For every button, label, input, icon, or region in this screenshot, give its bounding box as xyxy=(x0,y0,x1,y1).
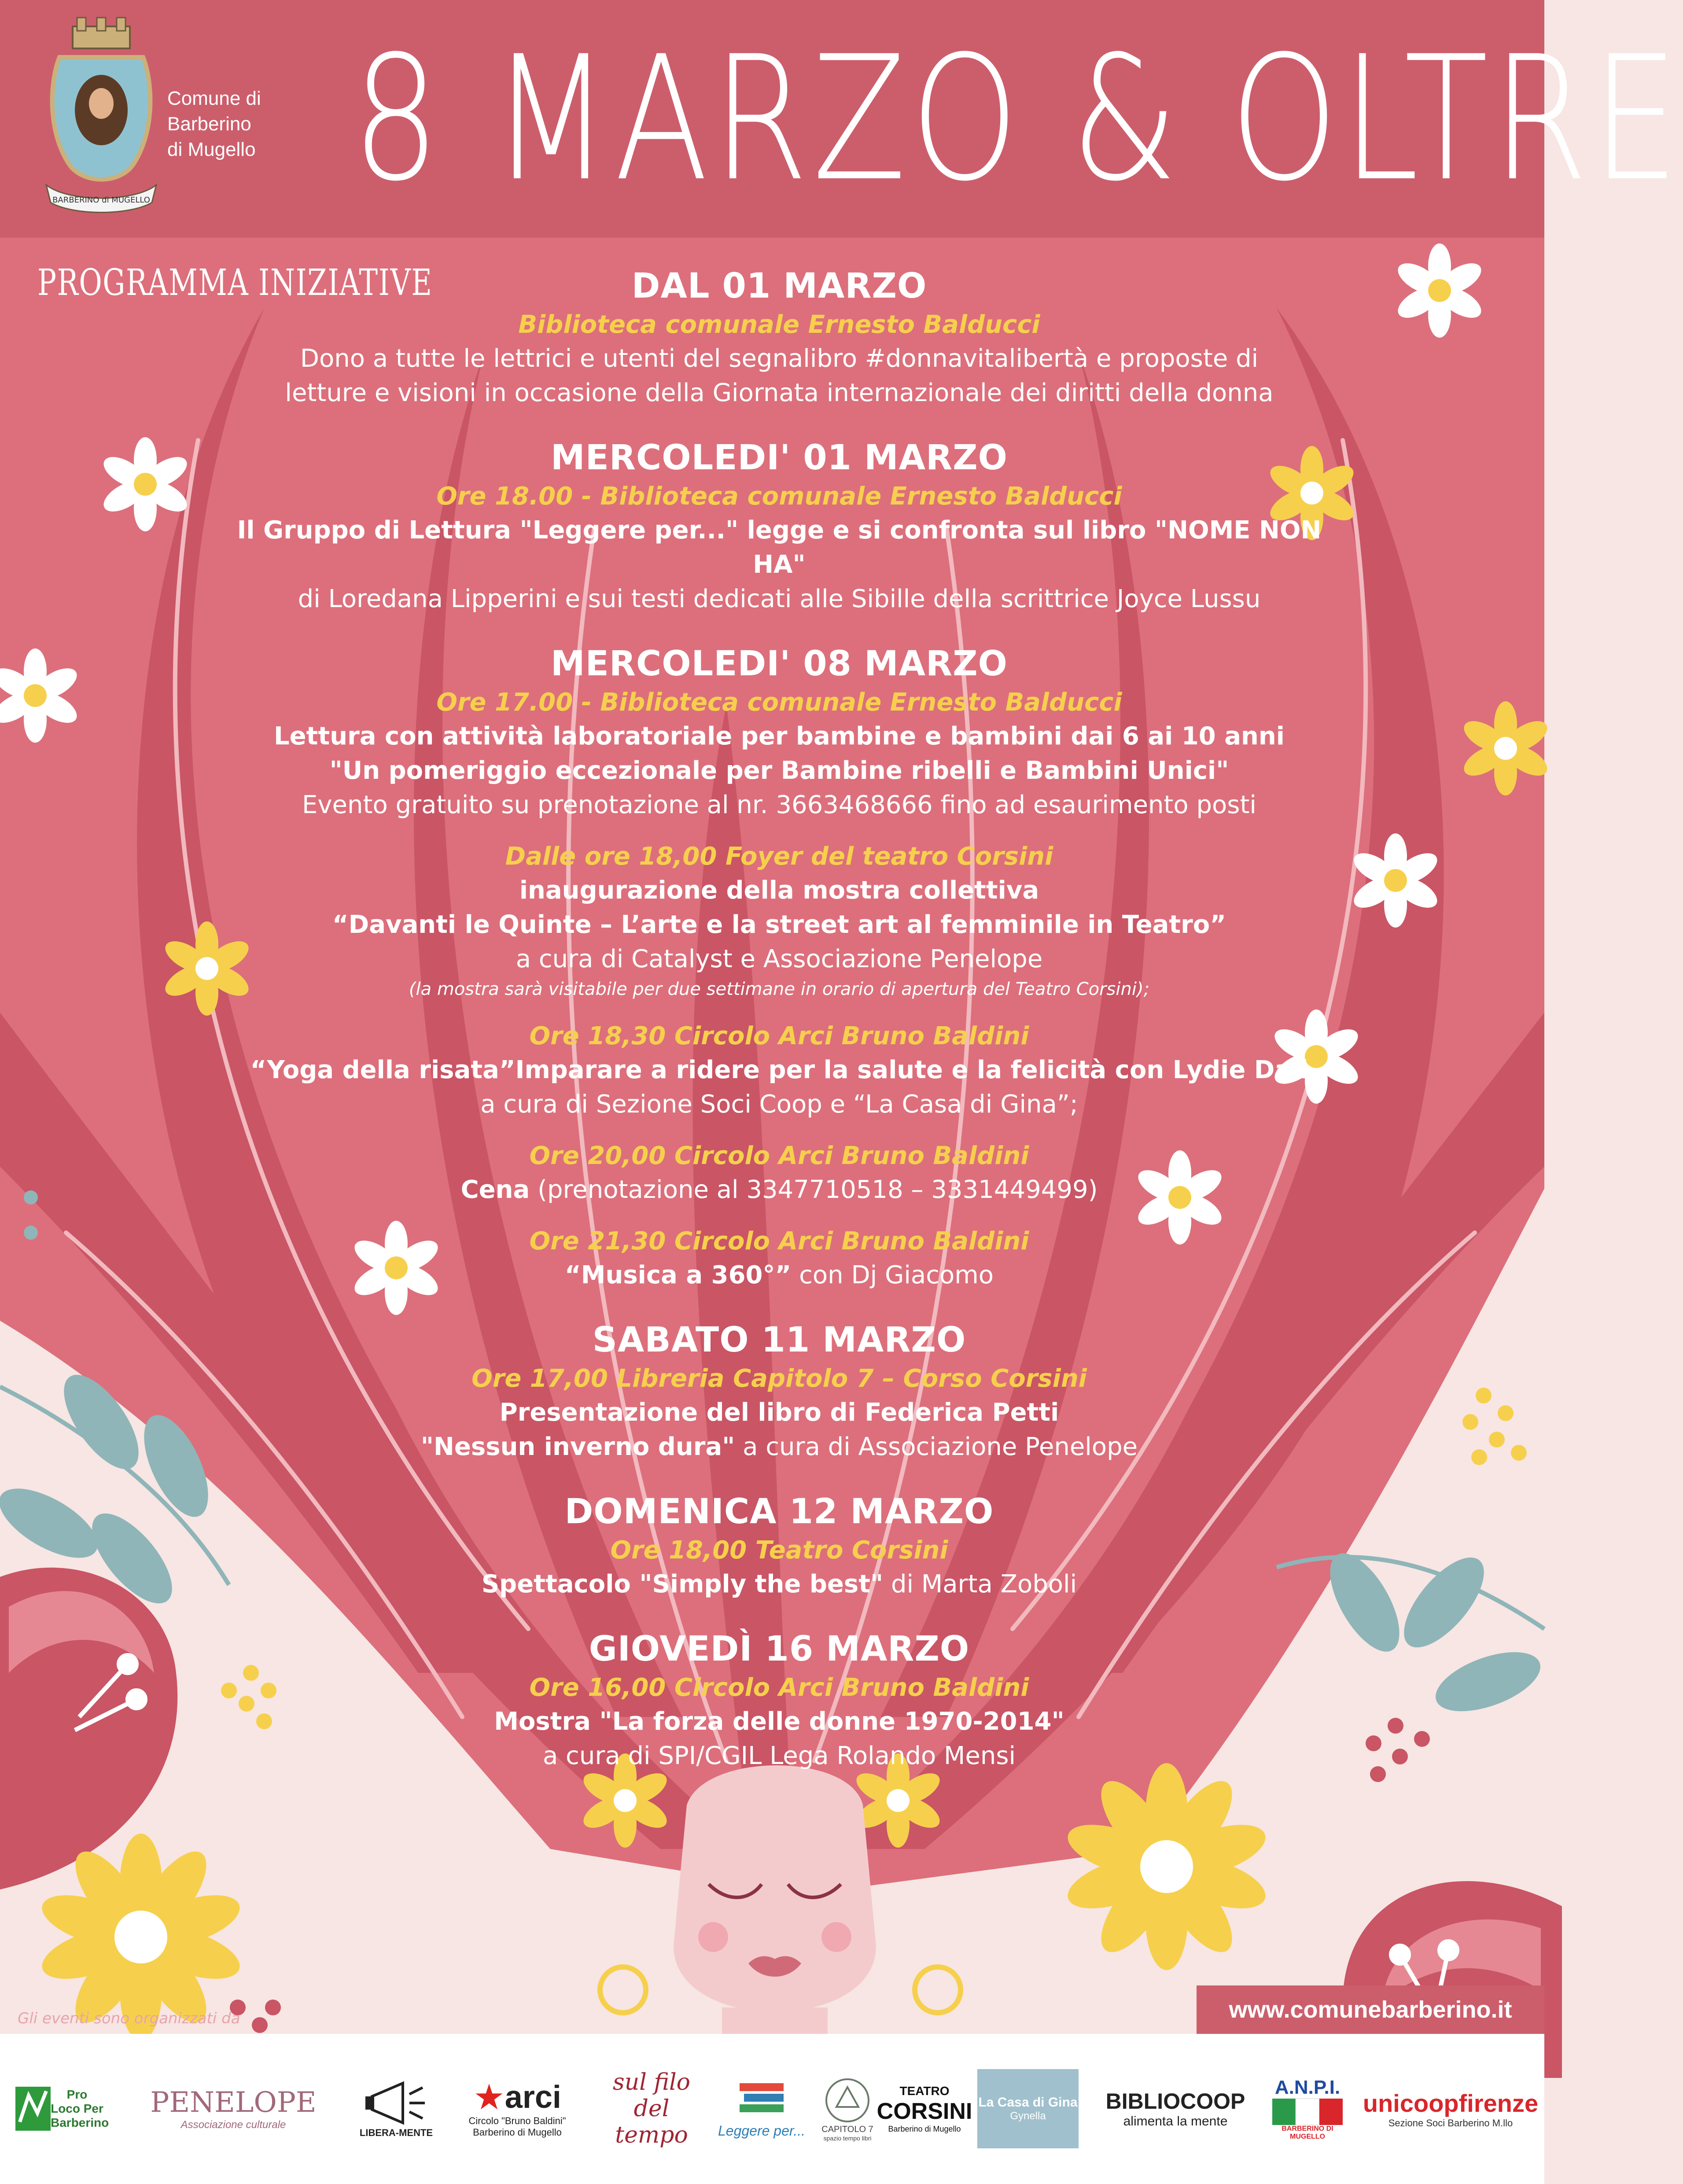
logo-bibliocoop xyxy=(1092,2065,1259,2153)
event-section xyxy=(220,436,1338,616)
logo-bibliocoop-sub: alimenta la mente xyxy=(1123,2114,1228,2129)
event-venue: Ore 20,00 Circolo Arci Bruno Baldini xyxy=(529,1142,1029,1170)
programma-label: PROGRAMMA INIZIATIVE xyxy=(37,262,433,304)
event-text: Evento gratuito su prenotazione al nr. 3663468666 fino ad esaurimento posti xyxy=(302,791,1256,819)
event-text: Presentazione del libro di Federica Petti xyxy=(499,1398,1059,1427)
event-text xyxy=(220,1430,1338,1464)
event-text: Il Gruppo di Lettura "Leggere per..." legge e si confronta sul libro "NOME NON HA" xyxy=(237,516,1322,579)
italian-flag-icon xyxy=(1272,2099,1343,2125)
event-date: GIOVEDÌ 16 MARZO xyxy=(589,1629,970,1669)
event-text: Mostra "La forza delle donne 1970-2014" xyxy=(494,1707,1064,1736)
event-date: DAL 01 MARZO xyxy=(631,266,927,306)
logo-penelope-text: PENELOPE xyxy=(150,2086,317,2119)
logo-penelope xyxy=(132,2065,335,2153)
logo-capitolo7 xyxy=(814,2065,880,2153)
logo-arci-text: arci xyxy=(505,2080,561,2115)
logo-penelope-sub: Associazione culturale xyxy=(180,2119,286,2131)
event-date: SABATO 11 MARZO xyxy=(592,1320,966,1360)
crest-ribbon: BARBERINO di MUGELLO xyxy=(52,195,150,205)
event-section xyxy=(220,840,1338,1002)
logo-unicoop-sub: Sezione Soci Barberino M.llo xyxy=(1388,2117,1513,2129)
logo-bibliocoop-text: BIBLIOCOOP xyxy=(1105,2089,1245,2114)
logo-proloco xyxy=(13,2065,109,2153)
event-text-rest: (prenotazione al 3347710518 – 3331449499) xyxy=(530,1175,1098,1204)
event-venue: Ore 18,00 Teatro Corsini xyxy=(610,1536,948,1565)
event-section xyxy=(220,1490,1338,1602)
program-list xyxy=(220,264,1338,1773)
logo-casa-gina xyxy=(977,2069,1079,2148)
comune-crest-icon xyxy=(42,18,161,220)
logo-sul-filo xyxy=(594,2065,709,2153)
logo-arci-row xyxy=(473,2079,561,2115)
event-text-bold: Spettacolo "Simply the best" xyxy=(481,1570,884,1598)
event-text: inaugurazione della mostra collettiva xyxy=(519,876,1039,905)
event-text: a cura di Catalyst e Associazione Penelope xyxy=(516,945,1043,973)
event-text xyxy=(220,1173,1338,1207)
comune-name xyxy=(167,86,273,162)
logo-liberamente-text: LIBERA-MENTE xyxy=(359,2127,433,2138)
logo-anpi-text: A.N.P.I. xyxy=(1274,2077,1341,2098)
event-text: a cura di Sezione Soci Coop e “La Casa di Gina”; xyxy=(480,1090,1078,1119)
event-section xyxy=(220,1139,1338,1207)
event-text-rest: di Marta Zoboli xyxy=(883,1570,1077,1598)
event-text: "Un pomeriggio eccezionale per Bambine ribelli e Bambini Unici" xyxy=(329,756,1229,785)
logo-liberamente xyxy=(352,2065,440,2153)
logo-arci-sub: Circolo "Bruno Baldini" Barberino di Mugello xyxy=(468,2115,566,2138)
event-venue: Ore 17.00 - Biblioteca comunale Ernesto Balducci xyxy=(436,688,1122,717)
event-text-bold: “Musica a 360°” xyxy=(564,1261,792,1289)
comune-line: di Mugello xyxy=(167,139,256,160)
header-band xyxy=(0,0,1683,238)
logo-corsini-sub: Barberino di Mugello xyxy=(888,2124,961,2133)
logo-anpi-sub: BARBERINO DI MUGELLO xyxy=(1282,2125,1333,2140)
logo-capitolo-text: CAPITOLO 7 xyxy=(821,2124,873,2134)
event-venue: Ore 16,00 Circolo Arci Bruno Baldini xyxy=(529,1673,1029,1702)
comune-line: Comune di xyxy=(167,88,261,109)
logo-teatro-text: TEATRO xyxy=(899,2084,950,2098)
event-venue: Ore 18.00 - Biblioteca comunale Ernesto Balducci xyxy=(436,482,1122,511)
logo-leggere-text: Leggere per... xyxy=(718,2122,806,2139)
logo-casagina-text: La Casa di Gina xyxy=(978,2095,1078,2110)
event-text-rest: con Dj Giacomo xyxy=(791,1261,994,1289)
event-venue: Biblioteca comunale Ernesto Balducci xyxy=(518,310,1040,339)
logo-sul-filo-text: sul filo del tempo xyxy=(613,2069,690,2148)
logo-corsini xyxy=(876,2065,972,2153)
event-note: (la mostra sarà visitabile per due settimane in orario di apertura del Teatro Corsini); xyxy=(409,979,1150,999)
logo-unicoop-text: unicoopfirenze xyxy=(1363,2089,1539,2117)
event-venue: Ore 21,30 Circolo Arci Bruno Baldini xyxy=(529,1227,1029,1256)
event-venue: Ore 17,00 Libreria Capitolo 7 – Corso Corsini xyxy=(471,1364,1087,1393)
event-text xyxy=(220,1567,1338,1602)
book-stack-icon xyxy=(735,2079,788,2123)
website-link[interactable]: www.comunebarberino.it xyxy=(1229,1996,1512,2023)
organized-by-label: Gli eventi sono organizzati da xyxy=(18,2010,240,2027)
event-section xyxy=(220,1318,1338,1464)
event-date: DOMENICA 12 MARZO xyxy=(564,1492,994,1532)
event-date: MERCOLEDI' 08 MARZO xyxy=(551,644,1008,684)
event-text: Lettura con attività laboratoriale per bambine e bambini dai 6 ai 10 anni xyxy=(274,722,1285,751)
proloco-icon xyxy=(15,2082,51,2135)
logo-anpi xyxy=(1263,2065,1352,2153)
event-text: “Yoga della risata”Imparare a ridere per la salute e la felicità con Lydie Dali xyxy=(250,1056,1308,1084)
event-text: letture e visioni in occasione della Giornata internazionale dei diritti della donna xyxy=(285,379,1274,407)
logo-leggere xyxy=(713,2065,810,2153)
capitolo-icon xyxy=(823,2076,872,2125)
event-text-bold: Cena xyxy=(460,1175,530,1204)
megaphone-icon xyxy=(363,2079,429,2127)
event-text: di Loredana Lipperini e sui testi dedicati alle Sibille della scrittrice Joyce Lussu xyxy=(298,585,1261,613)
page-title: 8 MARZO & OLTRE xyxy=(352,19,1683,219)
logo-arci xyxy=(458,2065,577,2153)
event-venue: Dalle ore 18,00 Foyer del teatro Corsini xyxy=(505,842,1053,871)
event-venue: Ore 18,30 Circolo Arci Bruno Baldini xyxy=(529,1022,1029,1050)
logo-corsini-text: CORSINI xyxy=(876,2098,972,2124)
event-section xyxy=(220,264,1338,410)
logo-capitolo-sub: spazio tempo libri xyxy=(823,2134,872,2142)
event-text-bold: "Nessun inverno dura" xyxy=(420,1433,735,1461)
event-text-rest: a cura di Associazione Penelope xyxy=(735,1433,1138,1461)
event-section xyxy=(220,1627,1338,1773)
logo-proloco-text: Pro Loco Per Barberino xyxy=(51,2088,109,2129)
event-text: Dono a tutte le lettrici e utenti del segnalibro #donnavitalibertà e proposte di xyxy=(300,344,1259,373)
event-text xyxy=(220,1258,1338,1293)
event-section xyxy=(220,1020,1338,1122)
event-date: MERCOLEDI' 01 MARZO xyxy=(551,438,1008,478)
event-text: a cura di SPI/CGIL Lega Rolando Mensi xyxy=(542,1742,1016,1770)
event-section xyxy=(220,642,1338,822)
star-icon: ★ xyxy=(473,2077,505,2117)
sponsor-logos xyxy=(0,2034,1544,2184)
logo-casagina-sub: Gynella xyxy=(1010,2110,1046,2122)
logo-unicoop xyxy=(1363,2065,1539,2153)
comune-line: Barberino xyxy=(167,113,251,135)
website-band xyxy=(1197,1985,1544,2034)
event-text: “Davanti le Quinte – L’arte e la street art al femminile in Teatro” xyxy=(332,910,1226,939)
event-section xyxy=(220,1225,1338,1293)
